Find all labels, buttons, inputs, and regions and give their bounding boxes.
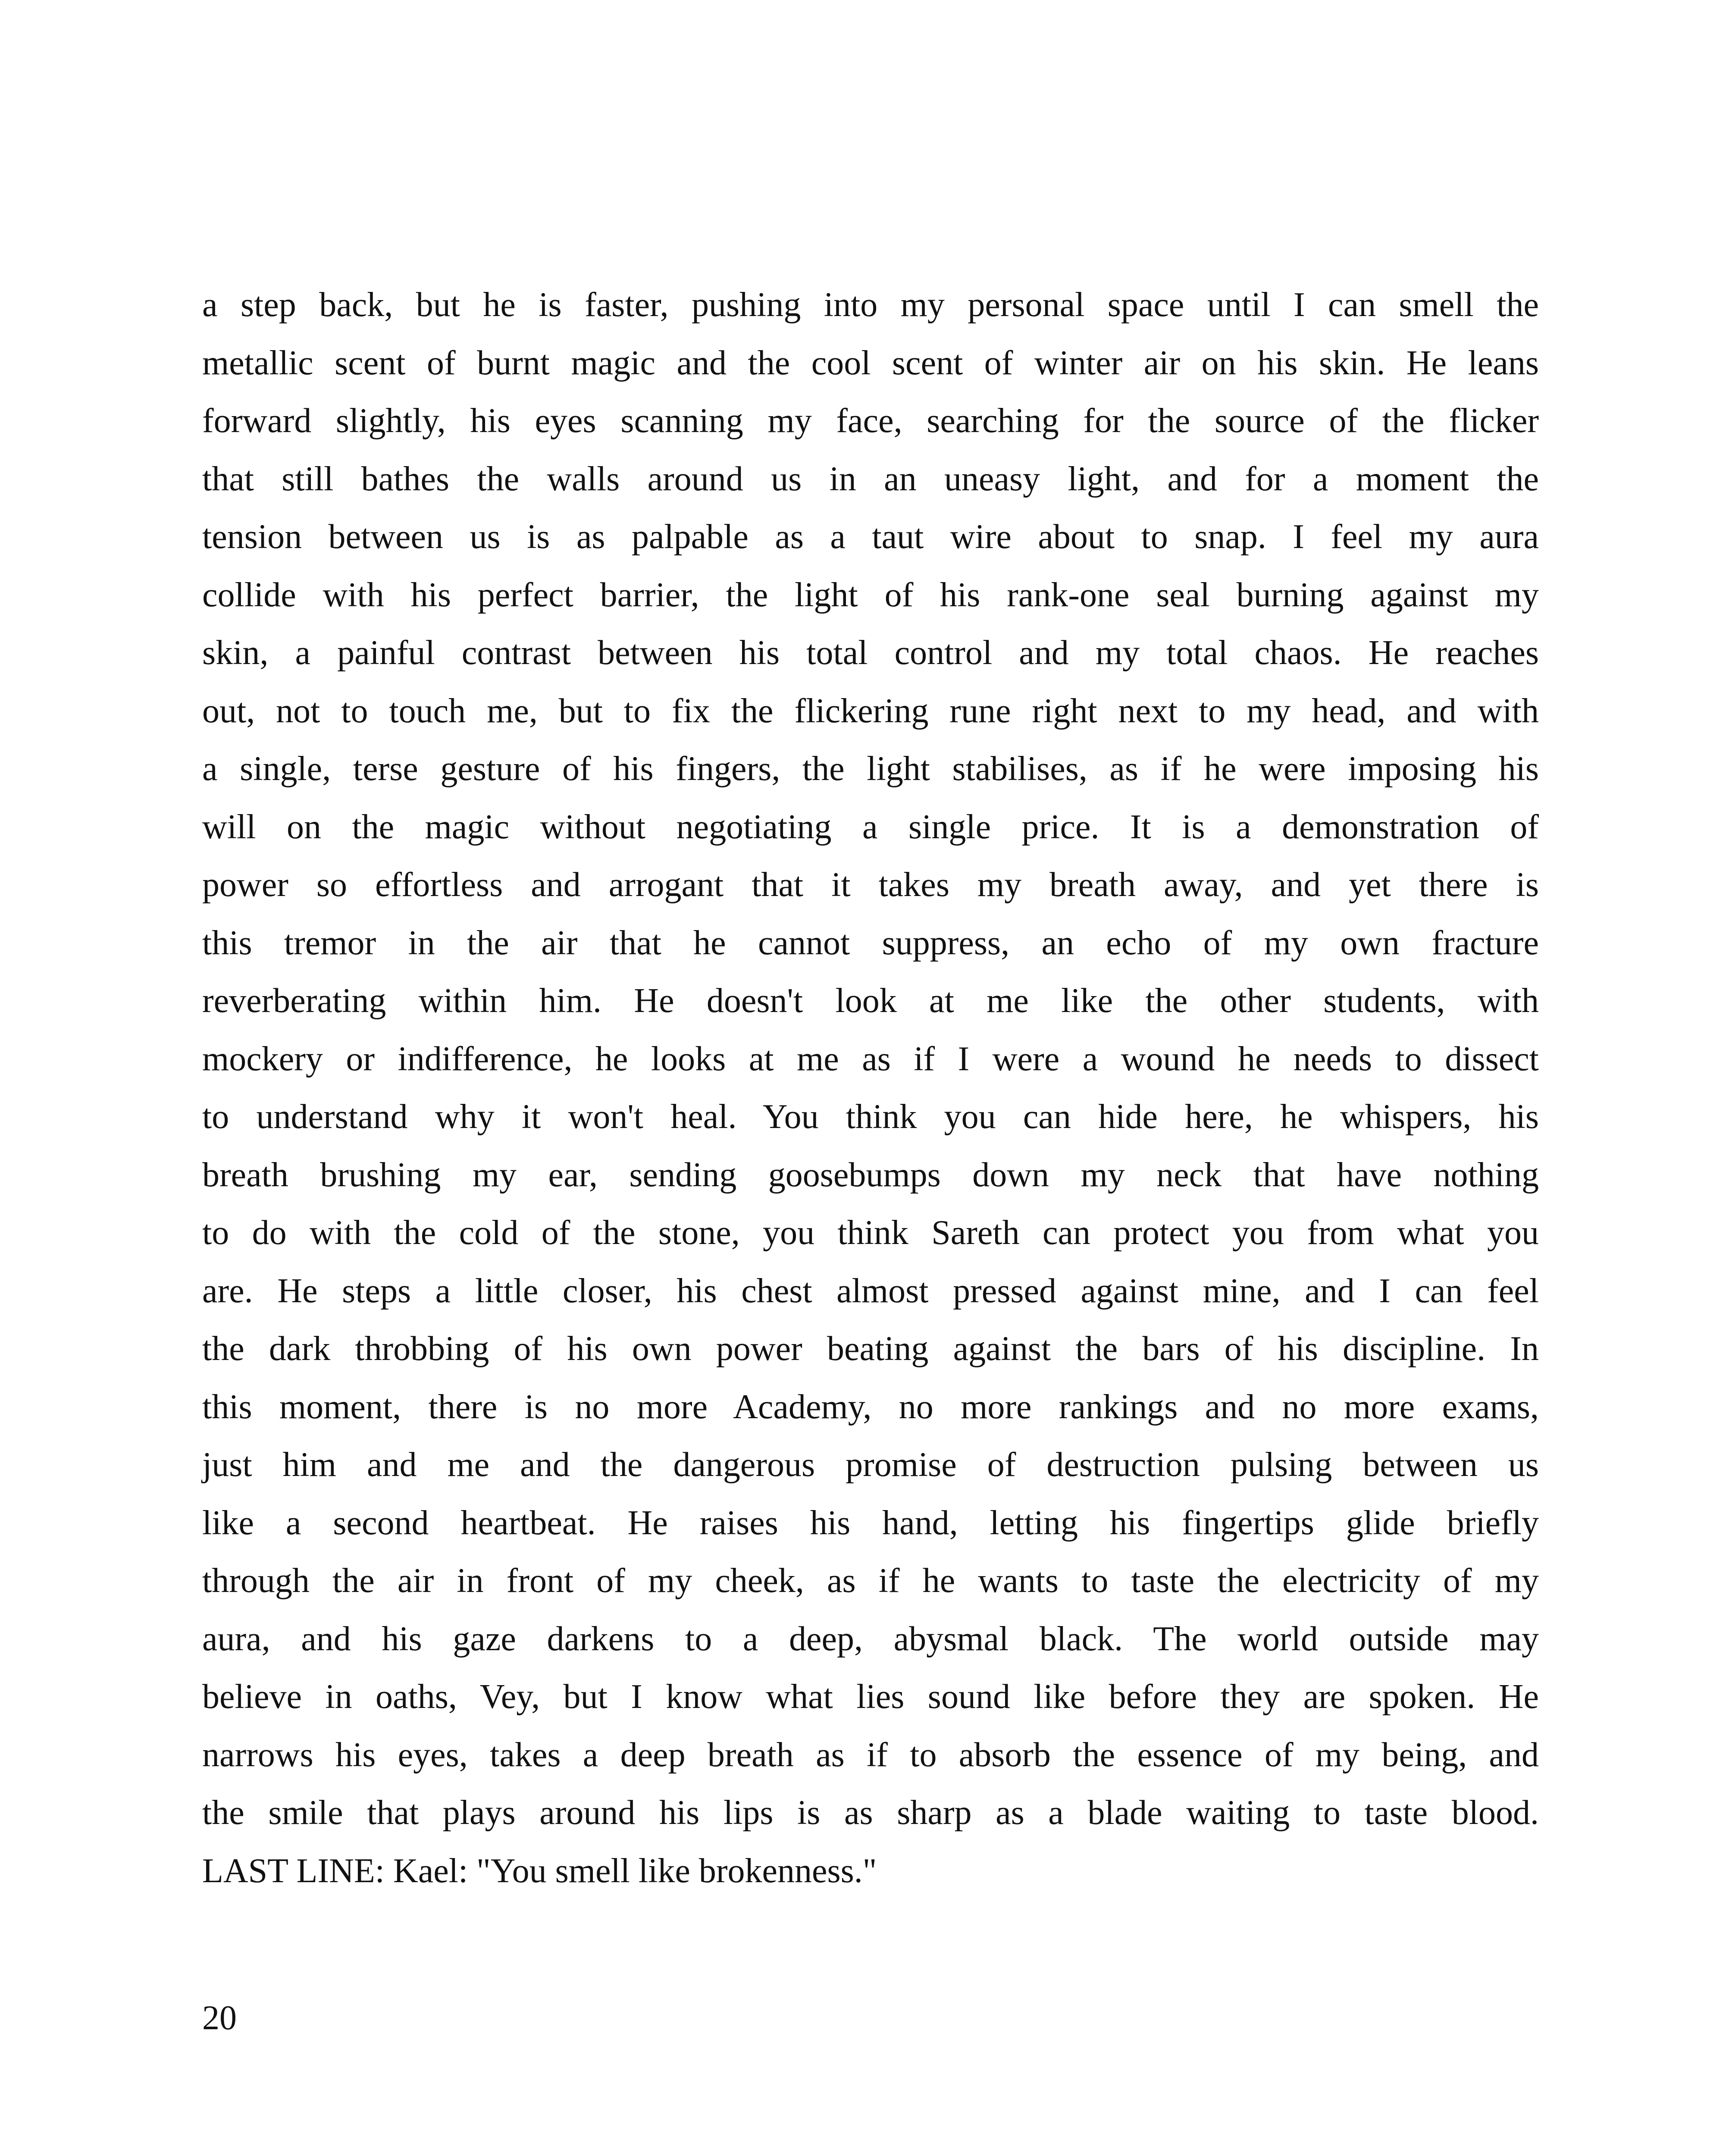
text-line: just him and me and the dangerous promise of destruction pulsing between us xyxy=(202,1446,1539,1484)
text-line: collide with his perfect barrier, the light of his rank-one seal burning against my xyxy=(202,576,1539,614)
text-line: tension between us is as palpable as a taut wire about to snap. I feel my aura xyxy=(202,518,1539,556)
text-line: like a second heartbeat. He raises his hand, letting his fingertips glide briefly xyxy=(202,1504,1539,1542)
text-line: to understand why it won't heal. You think you can hide here, he whispers, his xyxy=(202,1098,1539,1136)
text-line: the dark throbbing of his own power beating against the bars of his discipline. In xyxy=(202,1330,1539,1368)
text-line: skin, a painful contrast between his total control and my total chaos. He reaches xyxy=(202,634,1539,672)
text-line: forward slightly, his eyes scanning my face, searching for the source of the flicker xyxy=(202,402,1539,440)
text-line-last: LAST LINE: Kael: "You smell like brokenness." xyxy=(202,1852,877,1890)
text-line: this moment, there is no more Academy, no more rankings and no more exams, xyxy=(202,1388,1539,1426)
text-line: this tremor in the air that he cannot suppress, an echo of my own fracture xyxy=(202,924,1539,962)
text-line: a single, terse gesture of his fingers, the light stabilises, as if he were imposing his xyxy=(202,750,1539,788)
text-line: breath brushing my ear, sending goosebumps down my neck that have nothing xyxy=(202,1156,1539,1194)
text-line: that still bathes the walls around us in an uneasy light, and for a moment the xyxy=(202,460,1539,498)
text-line: through the air in front of my cheek, as if he wants to taste the electricity of my xyxy=(202,1562,1539,1600)
text-line: out, not to touch me, but to fix the flickering rune right next to my head, and with xyxy=(202,692,1539,730)
text-line: aura, and his gaze darkens to a deep, abysmal black. The world outside may xyxy=(202,1620,1539,1658)
text-line: believe in oaths, Vey, but I know what lies sound like before they are spoken. He xyxy=(202,1678,1539,1716)
text-line: narrows his eyes, takes a deep breath as if to absorb the essence of my being, and xyxy=(202,1736,1539,1774)
text-line: are. He steps a little closer, his chest almost pressed against mine, and I can feel xyxy=(202,1272,1539,1310)
text-line: a step back, but he is faster, pushing into my personal space until I can smell the xyxy=(202,286,1539,324)
text-line: will on the magic without negotiating a single price. It is a demonstration of xyxy=(202,808,1539,846)
body-paragraph xyxy=(202,276,1539,1900)
page-number: 20 xyxy=(202,1999,237,2037)
text-line: power so effortless and arrogant that it takes my breath away, and yet there is xyxy=(202,866,1539,904)
text-line: mockery or indifference, he looks at me as if I were a wound he needs to dissect xyxy=(202,1040,1539,1078)
text-line: the smile that plays around his lips is as sharp as a blade waiting to taste blood. xyxy=(202,1794,1539,1832)
text-line: to do with the cold of the stone, you think Sareth can protect you from what you xyxy=(202,1214,1539,1252)
text-line: reverberating within him. He doesn't look at me like the other students, with xyxy=(202,982,1539,1020)
text-line: metallic scent of burnt magic and the cool scent of winter air on his skin. He leans xyxy=(202,344,1539,382)
